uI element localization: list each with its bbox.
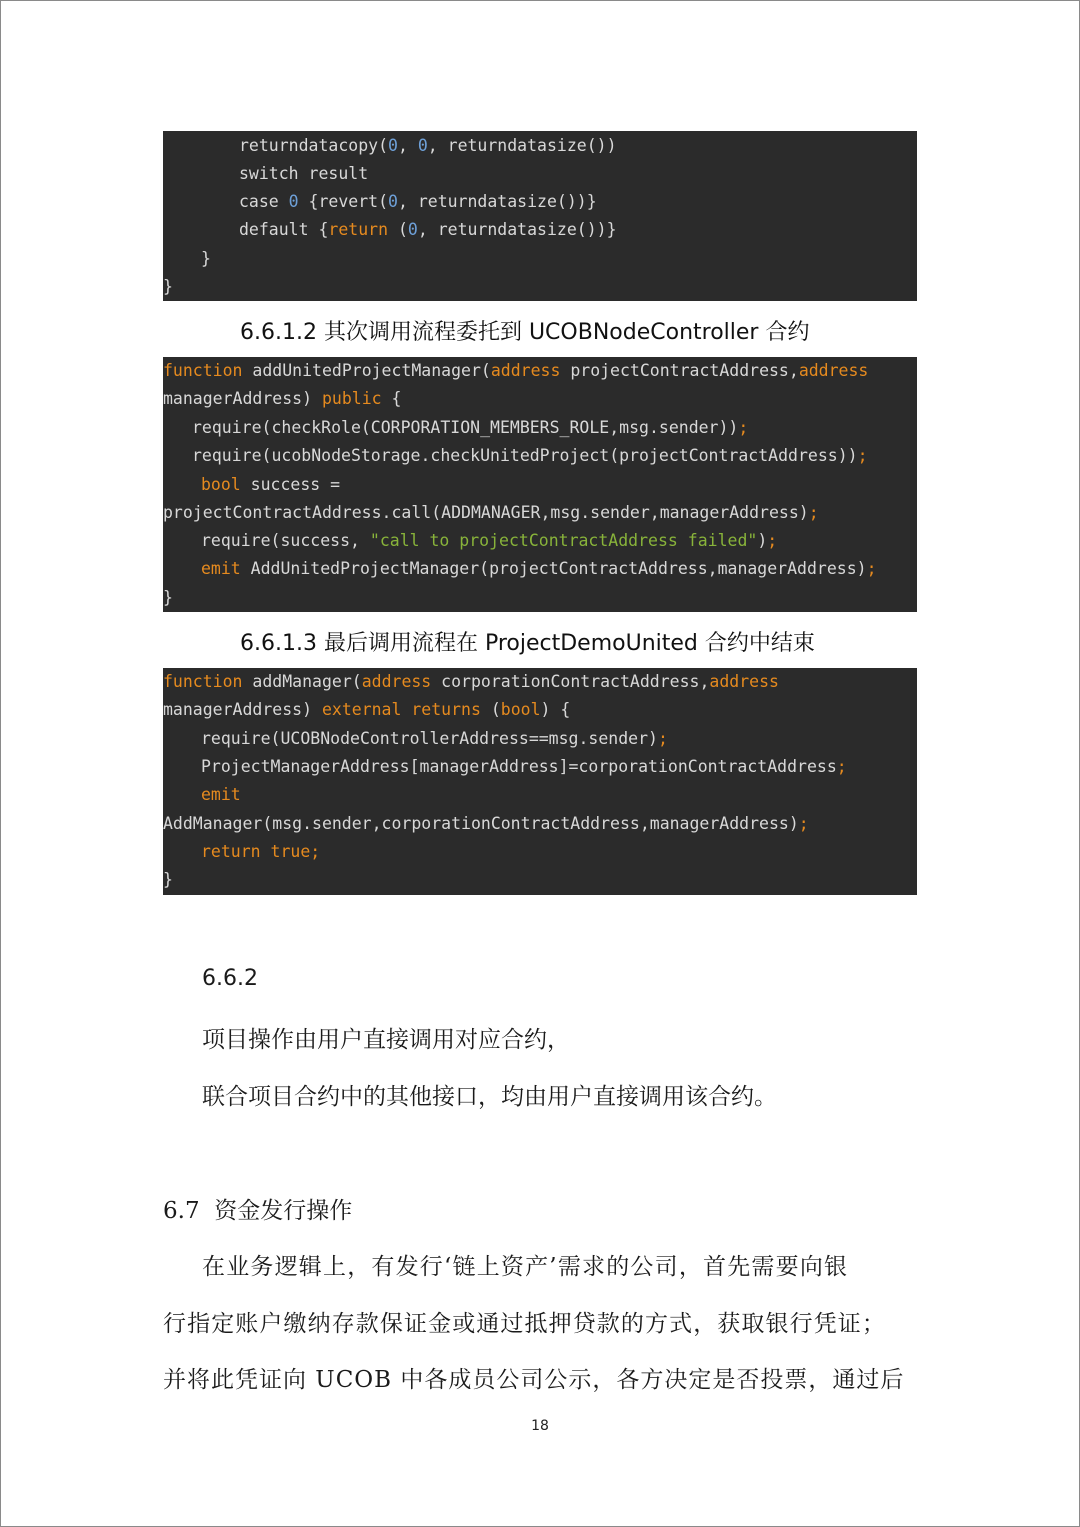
paragraph-line: 并将此凭证向 UCOB 中各成员公司公示，各方决定是否投票，通过后: [163, 1367, 905, 1393]
code-line: }: [201, 249, 211, 268]
code-line: }: [163, 588, 173, 607]
code-line: projectContractAddress.call(ADDMANAGER,msg.sender,managerAddress);: [163, 503, 819, 522]
code-line: bool success =: [201, 475, 341, 494]
heading-6-6-1-2: 6.6.1.2 其次调用流程委托到 UCOBNodeController 合约: [240, 320, 810, 345]
code-line: }: [163, 277, 173, 296]
paragraph: 联合项目合约中的其他接口，均由用户直接调用该合约。: [202, 1084, 777, 1110]
code-line: function addManager(address corporationContractAddress,address: [163, 672, 779, 691]
code-line: default {return (0, returndatasize())}: [239, 220, 617, 239]
paragraph-line: 行指定账户缴纳存款保证金或通过抵押贷款的方式，获取银行凭证；: [163, 1311, 886, 1337]
section-number-6-6-2: 6.6.2: [202, 966, 258, 991]
paragraph: 项目操作由用户直接调用对应合约，: [202, 1027, 570, 1053]
code-line: managerAddress) public {: [163, 389, 402, 408]
code-line: AddManager(msg.sender,corporationContractAddress,managerAddress);: [163, 814, 809, 833]
code-line: returndatacopy(0, 0, returndatasize()): [239, 136, 617, 155]
code-block-1: [163, 131, 917, 301]
code-line: switch result: [239, 164, 369, 183]
code-line: function addUnitedProjectManager(address projectContractAddress,address: [163, 361, 869, 380]
code-line: case 0 {revert(0, returndatasize())}: [239, 192, 597, 211]
code-block-3: [163, 668, 917, 895]
code-line: emit AddUnitedProjectManager(projectContractAddress,managerAddress);: [201, 559, 877, 578]
code-line: require(checkRole(CORPORATION_MEMBERS_ROLE,msg.sender));: [192, 418, 749, 437]
code-line: require(ucobNodeStorage.checkUnitedProject(projectContractAddress));: [192, 446, 868, 465]
heading-6-6-1-3: 6.6.1.3 最后调用流程在 ProjectDemoUnited 合约中结束: [240, 631, 815, 656]
page-number: 18: [531, 1418, 549, 1434]
code-line: emit: [201, 785, 241, 804]
code-line: ProjectManagerAddress[managerAddress]=corporationContractAddress;: [201, 757, 847, 776]
code-line: }: [163, 870, 173, 889]
section-title-6-7: 6.7 资金发行操作: [163, 1198, 353, 1224]
code-line: require(UCOBNodeControllerAddress==msg.sender);: [201, 729, 668, 748]
paragraph-line: 在业务逻辑上，有发行‘链上资产’需求的公司，首先需要向银: [202, 1254, 849, 1280]
code-line: managerAddress) external returns (bool) {: [163, 700, 571, 719]
code-block-2: [163, 357, 917, 612]
code-line: return true;: [201, 842, 321, 861]
code-line: require(success, "call to projectContractAddress failed");: [201, 531, 778, 550]
